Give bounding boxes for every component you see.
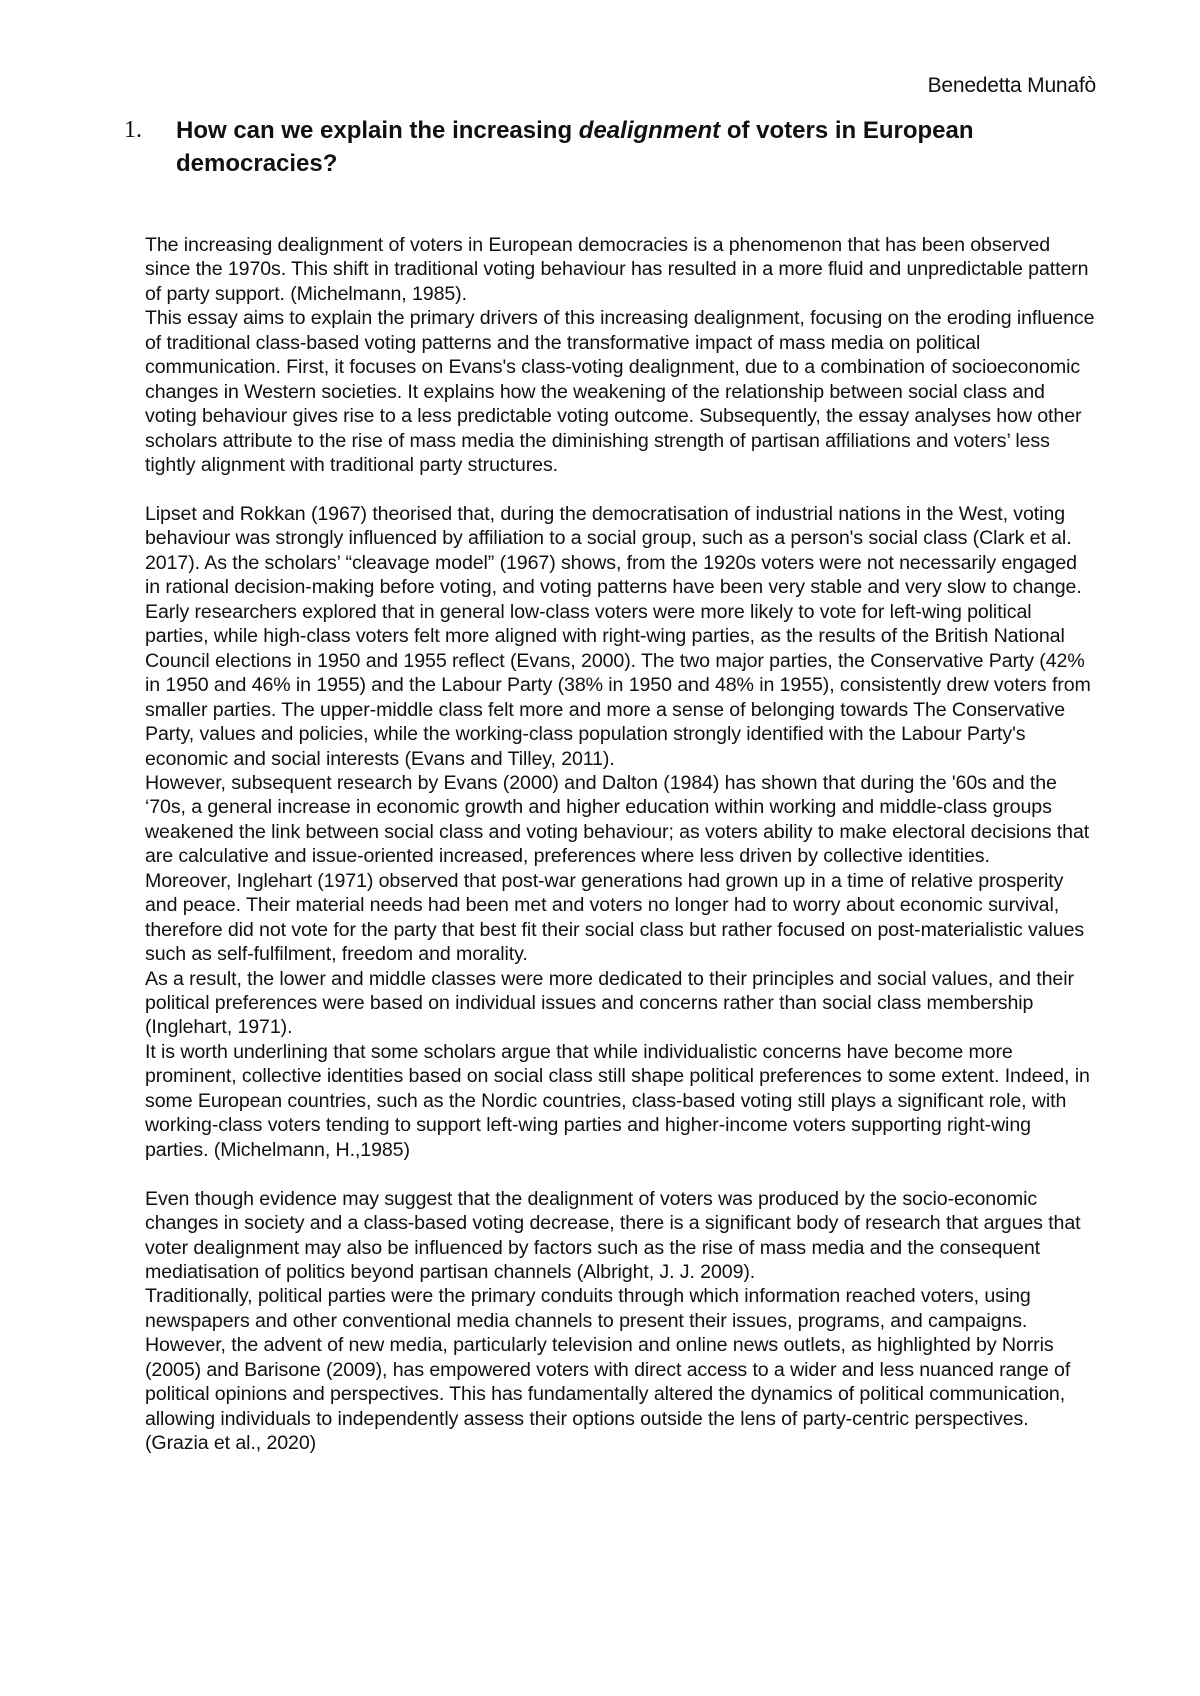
paragraph-intro-1: The increasing dealignment of voters in European democracies is a phenomenon that has been observed since the 1970s. This shift in traditional voting behaviour has resulted in a more fluid and unpredictable pattern of party support. (Michelmann, 1985). (145, 234, 1089, 305)
paragraph-lipset-rokkan: Lipset and Rokkan (1967) theorised that, during the democratisation of industrial nations in the West, voting behaviour was strongly influenced by affiliation to a social group, such as a person's social class (Clark et al. 2017). As the scholars’ “cleavage model” (1967) shows, from the 1920s voters were not necessarily engaged in rational decision-making before voting, and voting patterns have been very stable and very slow to change. Early researchers explored that in general low-class voters were more likely to vote for left-wing political parties, while high-class voters felt more aligned with right-wing parties, as the results of the British National Council elections in 1950 and 1955 reflect (Evans, 2000). The two major parties, the Conservative Party (42% in 1950 and 46% in 1955) and the Labour Party (38% in 1950 and 48% in 1955), consistently drew voters from smaller parties. The upper-middle class felt more and more a sense of belonging towards The Conservative Party, values and policies, while the working-class population strongly identified with the Labour Party's economic and social interests (Evans and Tilley, 2011). (145, 502, 1091, 770)
paragraph-gap (145, 478, 1097, 502)
paragraph-intro-2: This essay aims to explain the primary drivers of this increasing dealignment, focusing on the eroding influence of traditional class-based voting patterns and the transformative impact of mass media on political communication. First, it focuses on Evans's class-voting dealignment, due to a combination of socioeconomic changes in Western societies. It explains how the weakening of the relationship between social class and voting behaviour gives rise to a less predictable voting outcome. Subsequently, the essay analyses how other scholars attribute to the rise of mass media the diminishing strength of partisan affiliations and voters’ less tightly alignment with traditional party structures. (145, 307, 1095, 477)
essay-body (145, 233, 1097, 1456)
question-text-before: How can we explain the increasing (176, 117, 579, 144)
question-emphasis: dealignment (578, 117, 721, 144)
essay-question (124, 114, 1104, 180)
paragraph-result: As a result, the lower and middle classes were more dedicated to their principles and social values, and their political preferences were based on individual issues and concerns rather than social class membership (Inglehart, 1971). (145, 967, 1074, 1039)
paragraph-traditional-parties: Traditionally, political parties were the primary conduits through which information reached voters, using newspapers and other conventional media channels to present their issues, programs, and campaigns. However, the advent of new media, particularly television and online news outlets, as highlighted by Norris (2005) and Barisone (2009), has empowered voters with direct access to a wider and less nuanced range of political opinions and perspectives. This has fundamentally altered the dynamics of political communication, allowing individuals to independently assess their options outside the lens of party-centric perspectives. (Grazia et al., 2020) (145, 1285, 1071, 1455)
paragraph-evans-dalton: However, subsequent research by Evans (2000) and Dalton (1984) has shown that during the '60s and the ‘70s, a general increase in economic growth and higher education within working and middle-class groups weakened the link between social class and voting behaviour; as voters ability to make electoral decisions that are calculative and issue-oriented increased, preferences where less driven by collective identities. (145, 771, 1090, 868)
question-text-after: of voters in European democracies? (176, 117, 974, 177)
author-name: Benedetta Munafò (927, 74, 1096, 97)
paragraph-mass-media: Even though evidence may suggest that the dealignment of voters was produced by the socio-economic changes in society and a class-based voting decrease, there is a significant body of research that argues that voter dealignment may also be influenced by factors such as the rise of mass media and the consequent mediatisation of politics beyond partisan channels (Albright, J. J. 2009). (145, 1187, 1081, 1283)
paragraph-collective-identities: It is worth underlining that some scholars argue that while individualistic concerns have become more prominent, collective identities based on social class still shape political preferences to some extent. Indeed, in some European countries, such as the Nordic countries, class-based voting still plays a significant role, with working-class voters tending to support left-wing parties and higher-income voters supporting right-wing parties. (Michelmann, H.,1985) (145, 1040, 1090, 1161)
question-text (176, 114, 1104, 180)
paragraph-inglehart: Moreover, Inglehart (1971) observed that post-war generations had grown up in a time of relative prosperity and peace. Their material needs had been met and voters no longer had to worry about economic survival, therefore did not vote for the party that best fit their social class but rather focused on post-materialistic values such as self-fulfilment, freedom and morality. (145, 869, 1085, 966)
paragraph-gap (145, 1162, 1097, 1186)
question-number: 1. (124, 117, 142, 143)
